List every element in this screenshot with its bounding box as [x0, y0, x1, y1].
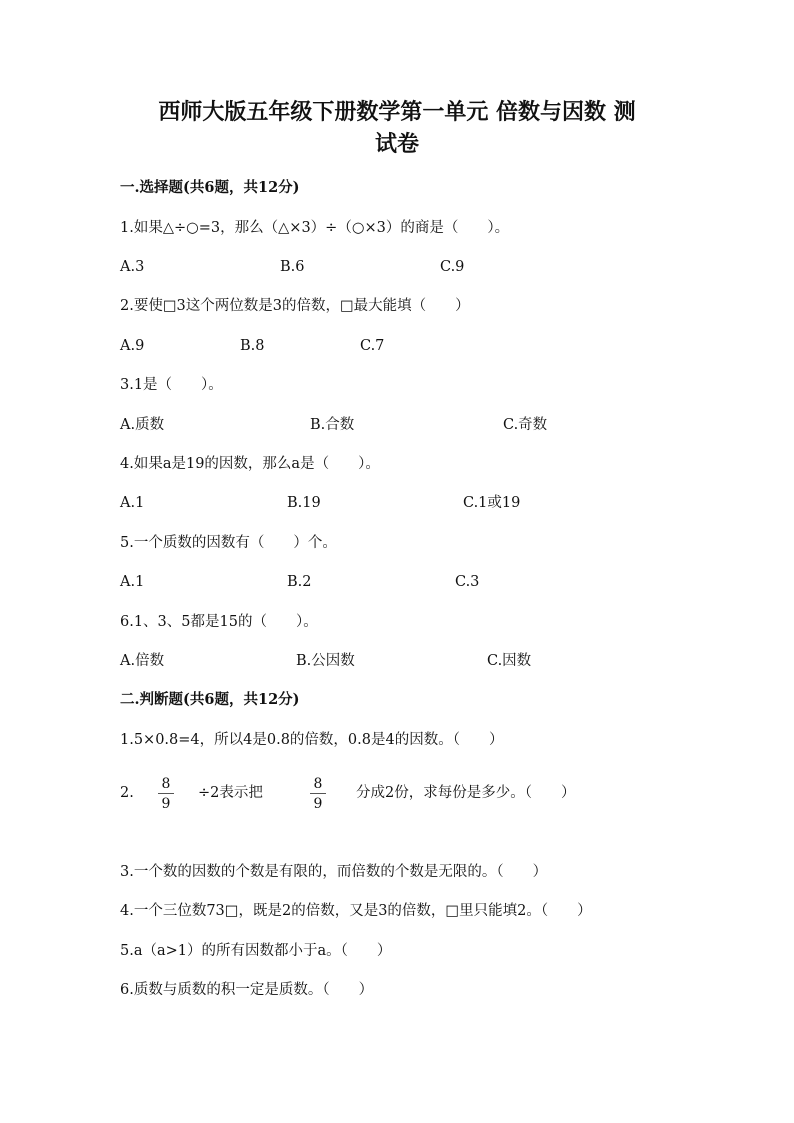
choice-option: C.1或19	[463, 495, 521, 511]
judgement-question-4: 4.一个三位数73□，既是2的倍数，又是3的倍数，□里只能填2。（ ）	[120, 903, 592, 919]
choice-option: A.质数	[120, 417, 165, 433]
choice-question-2: 2.要使□3这个两位数是3的倍数，□最大能填（ ）	[120, 298, 470, 314]
fraction-numerator: 8	[158, 776, 174, 794]
judgement-question-2-tail: 分成2份，求每份是多少。（ ）	[356, 785, 576, 801]
choice-question-5: 5.一个质数的因数有（ ）个。	[120, 535, 337, 551]
judgement-question-5: 5.a（a>1）的所有因数都小于a。（ ）	[120, 943, 392, 959]
choice-option: B.6	[280, 259, 305, 275]
section-heading-choice: 一.选择题(共6题，共12分)	[120, 179, 300, 196]
fraction-denominator: 9	[313, 796, 323, 812]
fraction-numerator: 8	[310, 776, 326, 794]
choice-option: B.公因数	[296, 653, 355, 669]
choice-option: C.3	[455, 574, 480, 590]
choice-option: A.9	[120, 338, 145, 354]
choice-option: B.合数	[310, 417, 355, 433]
choice-option: B.8	[240, 338, 265, 354]
section-heading-judgement: 二.判断题(共6题，共12分)	[120, 691, 300, 708]
judgement-question-2-middle: ÷2表示把	[198, 785, 263, 801]
judgement-question-3: 3.一个数的因数的个数是有限的，而倍数的个数是无限的。（ ）	[120, 864, 548, 880]
choice-option: C.9	[440, 259, 465, 275]
fraction	[310, 776, 326, 812]
choice-option: C.7	[360, 338, 385, 354]
choice-question-6: 6.1、3、5都是15的（ ）。	[120, 614, 318, 630]
choice-option: C.因数	[487, 653, 532, 669]
title-line-1: 西师大版五年级下册数学第一单元 倍数与因数 测	[158, 99, 636, 125]
fraction-denominator: 9	[161, 796, 171, 812]
choice-option: A.倍数	[120, 653, 165, 669]
choice-question-3: 3.1是（ ）。	[120, 377, 223, 393]
choice-option: C.奇数	[503, 417, 548, 433]
choice-option: B.2	[287, 574, 312, 590]
title-line-2: 试卷	[374, 131, 419, 157]
choice-option: A.3	[120, 259, 145, 275]
judgement-question-1: 1.5×0.8=4，所以4是0.8的倍数，0.8是4的因数。（ ）	[120, 732, 504, 748]
choice-question-4: 4.如果a是19的因数，那么a是（ ）。	[120, 456, 380, 472]
choice-option: A.1	[120, 495, 145, 511]
choice-option: A.1	[120, 574, 145, 590]
choice-question-1: 1.如果△÷○=3，那么（△×3）÷（○×3）的商是（ ）。	[120, 220, 510, 236]
fraction	[158, 776, 174, 812]
page-title	[100, 96, 694, 160]
choice-option: B.19	[287, 495, 321, 511]
judgement-question-6: 6.质数与质数的积一定是质数。（ ）	[120, 982, 374, 998]
judgement-question-2-number: 2.	[120, 785, 134, 801]
